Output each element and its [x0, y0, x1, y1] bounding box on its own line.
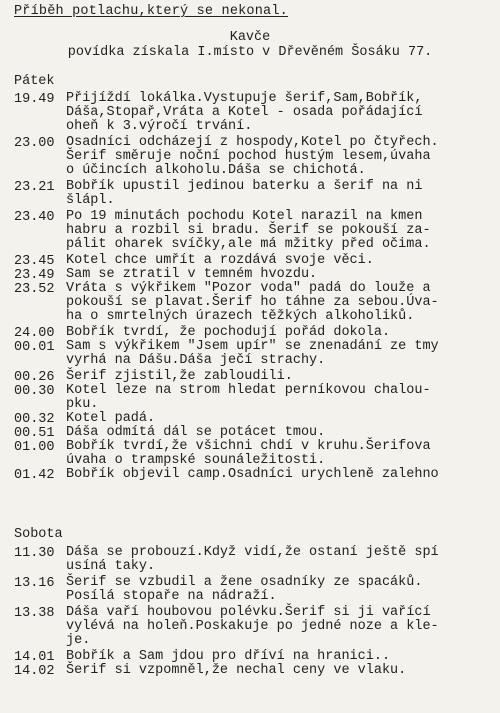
- entry-time: 13.38: [14, 606, 55, 621]
- entry-time: 00.51: [14, 426, 55, 441]
- entry-text: [66, 650, 494, 664]
- entry-text: [66, 412, 494, 426]
- entry-time: 14.01: [14, 650, 55, 665]
- entry-text-line: Dáša odmítá dál se potácet tmou.: [66, 425, 326, 440]
- entry-time: 00.01: [14, 340, 55, 355]
- entry-text-line: Kotel chce umřít a rozdává svoje věci.: [66, 253, 374, 268]
- entry-text: [66, 440, 494, 468]
- story-title: Příběh potlachu,který se nekonal.: [14, 4, 288, 19]
- entry-time: 11.30: [14, 546, 55, 561]
- entry-text-line: ha o smrtelných úrazech těžkých alkoholiků.: [66, 309, 415, 324]
- entry-time: 14.02: [14, 664, 55, 679]
- entry-text-line: Osadníci odcházejí z hospody,Kotel po čtyřech.: [66, 135, 439, 150]
- entry-text-line: Bobřík upustil jedinou baterku a šerif na ni: [66, 179, 423, 194]
- entry-text: [66, 606, 494, 648]
- entry-text-line: pálit oharek svíčky,ale má mžitky před očima.: [66, 237, 431, 252]
- entry-time: 19.49: [14, 92, 55, 107]
- entry-text-line: habru a rozbil si bradu. Šerif se pokouší za-: [66, 223, 431, 238]
- entry-text: [66, 136, 494, 178]
- entry-text-line: Bobřík a Sam jdou pro dříví na hranici..: [66, 649, 391, 664]
- entry-time: 23.21: [14, 180, 55, 195]
- entry-text-line: vylévá na holeň.Poskakuje po jedné noze a kle-: [66, 619, 439, 634]
- entry-time: 23.52: [14, 282, 55, 297]
- entry-text: [66, 326, 494, 340]
- entry-time: 00.26: [14, 370, 55, 385]
- entry-text-line: Bobřík tvrdí, že pochodují pořád dokola.: [66, 325, 391, 340]
- entry-text-line: Vráta s výkřikem "Pozor voda" padá do louže a: [66, 281, 431, 296]
- entry-text-line: Dáša vaří houbovou polévku.Šerif si ji vařící: [66, 605, 431, 620]
- entry-text-line: Kotel leze na strom hledat perníkovou chalou-: [66, 383, 431, 398]
- entry-text-line: Šerif zjistil,že zabloudili.: [66, 369, 293, 384]
- entry-text-line: úvaha o trampské sounáležitosti.: [66, 453, 326, 468]
- entry-text-line: šlápl.: [66, 193, 115, 208]
- entry-text: [66, 92, 494, 134]
- entry-text-line: pokouší se plavat.Šerif ho táhne za sebou.Úva-: [66, 295, 439, 310]
- story-subtitle: povídka získala I.místo v Dřevěném Šosáku 77.: [67, 45, 433, 60]
- entry-text: [66, 664, 494, 678]
- entry-text: [66, 210, 494, 252]
- entry-text: [66, 340, 494, 368]
- entry-time: 23.40: [14, 210, 55, 225]
- entry-time: 01.00: [14, 440, 55, 455]
- entry-text: [66, 282, 494, 324]
- entry-text: [66, 468, 494, 482]
- entry-text: [66, 254, 494, 268]
- entry-text-line: usíná taky.: [66, 559, 156, 574]
- entry-time: 24.00: [14, 326, 55, 341]
- entry-time: 13.16: [14, 576, 55, 591]
- entry-text: [66, 180, 494, 208]
- entry-text-line: je.: [66, 633, 91, 648]
- entry-text-line: Šerif směruje noční pochod hustým lesem,úvaha: [66, 149, 431, 164]
- entry-time: 00.30: [14, 384, 55, 399]
- entry-text-line: oheň k 3.výročí trvání.: [66, 119, 253, 134]
- entry-text-line: Po 19 minutách pochodu Kotel narazil na kmen: [66, 209, 423, 224]
- entry-text: [66, 268, 494, 282]
- entry-time: 23.49: [14, 268, 55, 283]
- entry-time: 01.42: [14, 468, 55, 483]
- entry-text: [66, 426, 494, 440]
- entry-time: 23.45: [14, 254, 55, 269]
- entry-text-line: Přijíždí lokálka.Vystupuje šerif,Sam,Bobřík,: [66, 91, 423, 106]
- author-name: Kavče: [229, 30, 271, 45]
- entry-text-line: vyrhá na Dášu.Dáša ječí strachy.: [66, 353, 326, 368]
- entry-text: [66, 384, 494, 412]
- entry-text-line: o účincích alkoholu.Dáša se chichotá.: [66, 163, 366, 178]
- entry-text-line: pku.: [66, 397, 99, 412]
- entry-time: 00.32: [14, 412, 55, 427]
- entry-text: [66, 576, 494, 604]
- entry-text-line: Posílá stopaře na nádraží.: [66, 589, 277, 604]
- entry-text-line: Bobřík objevil camp.Osadníci urychleně zalehno: [66, 467, 439, 482]
- entry-text-line: Kotel padá.: [66, 411, 156, 426]
- entry-time: 23.00: [14, 136, 55, 151]
- entry-text-line: Sam s výkřikem "Jsem upír" se znenadání ze tmy: [66, 339, 439, 354]
- entry-text-line: Šerif si vzpomněl,že nechal ceny ve vlaku.: [66, 663, 407, 678]
- day-heading-saturday: Sobota: [14, 527, 63, 542]
- entry-text-line: Bobřík tvrdí,že všichni chdí v kruhu.Šerifova: [66, 439, 431, 454]
- entry-text-line: Dáša se probouzí.Když vidí,že ostaní ještě spí: [66, 545, 439, 560]
- entry-text: [66, 370, 494, 384]
- entry-text-line: Šerif se vzbudil a žene osadníky ze spacáků.: [66, 575, 423, 590]
- entry-text: [66, 546, 494, 574]
- day-heading-friday: Pátek: [14, 74, 55, 89]
- entry-text-line: Dáša,Stopař,Vráta a Kotel - osada pořádající: [66, 105, 423, 120]
- entry-text-line: Sam se ztratil v temném hvozdu.: [66, 267, 318, 282]
